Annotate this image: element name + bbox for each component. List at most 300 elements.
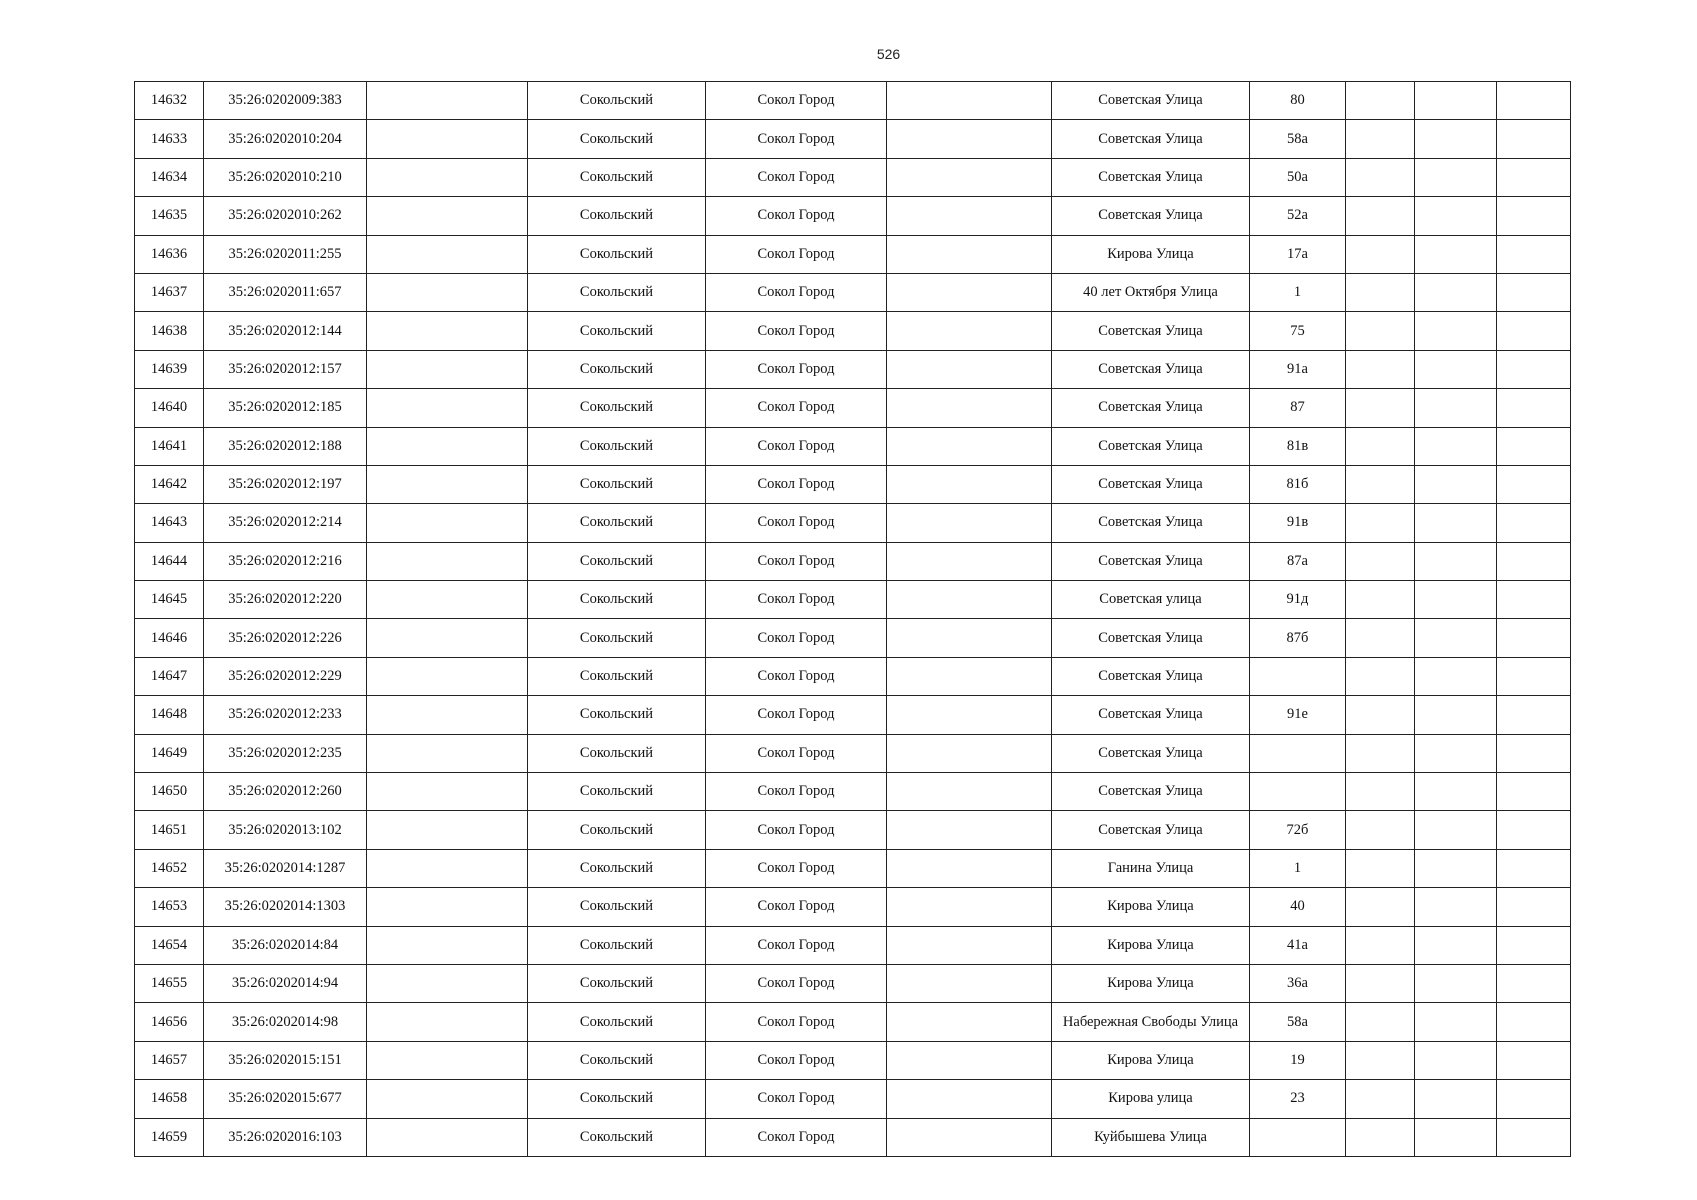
- settlement-cell: Сокол Город: [706, 542, 887, 580]
- empty-cell: [1497, 465, 1571, 503]
- district-cell: Сокольский: [528, 619, 706, 657]
- district-cell: Сокольский: [528, 849, 706, 887]
- street-cell: 40 лет Октября Улица: [1052, 273, 1250, 311]
- house-number-cell: 91а: [1250, 350, 1346, 388]
- empty-cell: [1415, 465, 1497, 503]
- settlement-cell: Сокол Город: [706, 619, 887, 657]
- row-number-cell: 14646: [135, 619, 204, 657]
- empty-cell: [367, 811, 528, 849]
- cadastral-number-cell: 35:26:0202014:94: [204, 964, 367, 1002]
- empty-cell: [1415, 696, 1497, 734]
- empty-cell: [1346, 1041, 1415, 1079]
- cadastral-number-cell: 35:26:0202012:216: [204, 542, 367, 580]
- cadastral-number-cell: 35:26:0202011:657: [204, 273, 367, 311]
- house-number-cell: 72б: [1250, 811, 1346, 849]
- street-cell: Кирова Улица: [1052, 888, 1250, 926]
- table-row: [135, 235, 1571, 273]
- empty-cell: [1415, 197, 1497, 235]
- cadastral-number-cell: 35:26:0202012:185: [204, 389, 367, 427]
- empty-cell: [367, 734, 528, 772]
- empty-cell: [1415, 389, 1497, 427]
- empty-cell: [1497, 542, 1571, 580]
- cadastral-number-cell: 35:26:0202010:262: [204, 197, 367, 235]
- street-cell: Кирова Улица: [1052, 1041, 1250, 1079]
- empty-cell: [1346, 389, 1415, 427]
- street-cell: Набережная Свободы Улица: [1052, 1003, 1250, 1041]
- settlement-cell: Сокол Город: [706, 235, 887, 273]
- table-row: [135, 619, 1571, 657]
- empty-cell: [1346, 888, 1415, 926]
- house-number-cell: 58а: [1250, 120, 1346, 158]
- empty-cell: [1497, 427, 1571, 465]
- empty-cell: [367, 696, 528, 734]
- empty-cell: [887, 581, 1052, 619]
- empty-cell: [367, 1080, 528, 1118]
- empty-cell: [1346, 1080, 1415, 1118]
- cadastral-number-cell: 35:26:0202012:260: [204, 773, 367, 811]
- empty-cell: [1497, 696, 1571, 734]
- empty-cell: [1346, 158, 1415, 196]
- empty-cell: [1497, 197, 1571, 235]
- cadastral-number-cell: 35:26:0202012:235: [204, 734, 367, 772]
- district-cell: Сокольский: [528, 350, 706, 388]
- empty-cell: [367, 389, 528, 427]
- house-number-cell: 81б: [1250, 465, 1346, 503]
- table-row: [135, 696, 1571, 734]
- empty-cell: [887, 389, 1052, 427]
- row-number-cell: 14644: [135, 542, 204, 580]
- district-cell: Сокольский: [528, 811, 706, 849]
- empty-cell: [1415, 542, 1497, 580]
- street-cell: Советская Улица: [1052, 120, 1250, 158]
- table-row: [135, 964, 1571, 1002]
- empty-cell: [1415, 619, 1497, 657]
- table-row: [135, 197, 1571, 235]
- street-cell: Советская Улица: [1052, 427, 1250, 465]
- empty-cell: [1346, 734, 1415, 772]
- empty-cell: [887, 465, 1052, 503]
- empty-cell: [367, 1041, 528, 1079]
- empty-cell: [1497, 849, 1571, 887]
- street-cell: Кирова Улица: [1052, 235, 1250, 273]
- empty-cell: [887, 120, 1052, 158]
- cadastral-number-cell: 35:26:0202015:151: [204, 1041, 367, 1079]
- house-number-cell: 19: [1250, 1041, 1346, 1079]
- row-number-cell: 14637: [135, 273, 204, 311]
- settlement-cell: Сокол Город: [706, 888, 887, 926]
- cadastral-number-cell: 35:26:0202012:157: [204, 350, 367, 388]
- empty-cell: [1497, 235, 1571, 273]
- street-cell: Советская Улица: [1052, 350, 1250, 388]
- row-number-cell: 14641: [135, 427, 204, 465]
- cadastral-number-cell: 35:26:0202010:210: [204, 158, 367, 196]
- empty-cell: [887, 657, 1052, 695]
- table-row: [135, 542, 1571, 580]
- empty-cell: [1415, 1080, 1497, 1118]
- cadastral-number-cell: 35:26:0202014:98: [204, 1003, 367, 1041]
- table-row: [135, 465, 1571, 503]
- empty-cell: [1497, 312, 1571, 350]
- empty-cell: [1415, 120, 1497, 158]
- row-number-cell: 14639: [135, 350, 204, 388]
- house-number-cell: 1: [1250, 273, 1346, 311]
- empty-cell: [367, 197, 528, 235]
- empty-cell: [367, 964, 528, 1002]
- row-number-cell: 14636: [135, 235, 204, 273]
- empty-cell: [887, 504, 1052, 542]
- empty-cell: [887, 542, 1052, 580]
- district-cell: Сокольский: [528, 82, 706, 120]
- settlement-cell: Сокол Город: [706, 1041, 887, 1079]
- empty-cell: [887, 734, 1052, 772]
- empty-cell: [1415, 581, 1497, 619]
- empty-cell: [887, 888, 1052, 926]
- settlement-cell: Сокол Город: [706, 773, 887, 811]
- settlement-cell: Сокол Город: [706, 1080, 887, 1118]
- house-number-cell: 81в: [1250, 427, 1346, 465]
- table-row: [135, 773, 1571, 811]
- cadastral-number-cell: 35:26:0202012:229: [204, 657, 367, 695]
- street-cell: Советская Улица: [1052, 657, 1250, 695]
- empty-cell: [887, 350, 1052, 388]
- table-row: [135, 504, 1571, 542]
- cadastral-number-cell: 35:26:0202011:255: [204, 235, 367, 273]
- district-cell: Сокольский: [528, 773, 706, 811]
- house-number-cell: 52а: [1250, 197, 1346, 235]
- house-number-cell: 50а: [1250, 158, 1346, 196]
- table-row: [135, 1118, 1571, 1156]
- empty-cell: [367, 504, 528, 542]
- empty-cell: [1415, 849, 1497, 887]
- empty-cell: [1415, 350, 1497, 388]
- empty-cell: [1346, 197, 1415, 235]
- table-row: [135, 158, 1571, 196]
- empty-cell: [1497, 773, 1571, 811]
- empty-cell: [1346, 427, 1415, 465]
- district-cell: Сокольский: [528, 120, 706, 158]
- cadastral-number-cell: 35:26:0202016:103: [204, 1118, 367, 1156]
- district-cell: Сокольский: [528, 158, 706, 196]
- row-number-cell: 14656: [135, 1003, 204, 1041]
- settlement-cell: Сокол Город: [706, 504, 887, 542]
- settlement-cell: Сокол Город: [706, 926, 887, 964]
- empty-cell: [1497, 389, 1571, 427]
- settlement-cell: Сокол Город: [706, 1003, 887, 1041]
- house-number-cell: 80: [1250, 82, 1346, 120]
- house-number-cell: 40: [1250, 888, 1346, 926]
- empty-cell: [1415, 773, 1497, 811]
- empty-cell: [1415, 312, 1497, 350]
- cadastral-number-cell: 35:26:0202009:383: [204, 82, 367, 120]
- settlement-cell: Сокол Город: [706, 158, 887, 196]
- street-cell: Советская Улица: [1052, 542, 1250, 580]
- empty-cell: [367, 849, 528, 887]
- row-number-cell: 14634: [135, 158, 204, 196]
- district-cell: Сокольский: [528, 273, 706, 311]
- house-number-cell: 91е: [1250, 696, 1346, 734]
- house-number-cell: [1250, 734, 1346, 772]
- row-number-cell: 14654: [135, 926, 204, 964]
- street-cell: Советская Улица: [1052, 82, 1250, 120]
- street-cell: Советская Улица: [1052, 504, 1250, 542]
- empty-cell: [1415, 427, 1497, 465]
- settlement-cell: Сокол Город: [706, 581, 887, 619]
- empty-cell: [1415, 82, 1497, 120]
- settlement-cell: Сокол Город: [706, 657, 887, 695]
- empty-cell: [1497, 964, 1571, 1002]
- street-cell: Советская Улица: [1052, 734, 1250, 772]
- district-cell: Сокольский: [528, 312, 706, 350]
- empty-cell: [1346, 312, 1415, 350]
- street-cell: Советская Улица: [1052, 197, 1250, 235]
- row-number-cell: 14633: [135, 120, 204, 158]
- row-number-cell: 14653: [135, 888, 204, 926]
- empty-cell: [1346, 82, 1415, 120]
- house-number-cell: 75: [1250, 312, 1346, 350]
- settlement-cell: Сокол Город: [706, 696, 887, 734]
- empty-cell: [1497, 888, 1571, 926]
- table-row: [135, 811, 1571, 849]
- row-number-cell: 14642: [135, 465, 204, 503]
- settlement-cell: Сокол Город: [706, 312, 887, 350]
- empty-cell: [1346, 273, 1415, 311]
- empty-cell: [887, 811, 1052, 849]
- settlement-cell: Сокол Город: [706, 465, 887, 503]
- house-number-cell: 87а: [1250, 542, 1346, 580]
- empty-cell: [1497, 657, 1571, 695]
- table-row: [135, 312, 1571, 350]
- empty-cell: [1415, 657, 1497, 695]
- cadastral-number-cell: 35:26:0202012:226: [204, 619, 367, 657]
- empty-cell: [367, 581, 528, 619]
- table-row: [135, 926, 1571, 964]
- empty-cell: [1497, 1080, 1571, 1118]
- row-number-cell: 14649: [135, 734, 204, 772]
- empty-cell: [1346, 619, 1415, 657]
- empty-cell: [367, 273, 528, 311]
- settlement-cell: Сокол Город: [706, 389, 887, 427]
- registry-table: [134, 81, 1571, 1157]
- table-row: [135, 427, 1571, 465]
- street-cell: Кирова Улица: [1052, 964, 1250, 1002]
- empty-cell: [1497, 158, 1571, 196]
- row-number-cell: 14635: [135, 197, 204, 235]
- empty-cell: [887, 1003, 1052, 1041]
- empty-cell: [1497, 619, 1571, 657]
- empty-cell: [887, 235, 1052, 273]
- district-cell: Сокольский: [528, 389, 706, 427]
- table-row: [135, 734, 1571, 772]
- cadastral-number-cell: 35:26:0202014:1287: [204, 849, 367, 887]
- empty-cell: [1497, 82, 1571, 120]
- row-number-cell: 14655: [135, 964, 204, 1002]
- empty-cell: [887, 82, 1052, 120]
- table-row: [135, 888, 1571, 926]
- street-cell: Советская улица: [1052, 581, 1250, 619]
- house-number-cell: 87: [1250, 389, 1346, 427]
- cadastral-number-cell: 35:26:0202012:197: [204, 465, 367, 503]
- empty-cell: [1415, 811, 1497, 849]
- empty-cell: [1415, 1041, 1497, 1079]
- empty-cell: [1346, 465, 1415, 503]
- district-cell: Сокольский: [528, 465, 706, 503]
- row-number-cell: 14645: [135, 581, 204, 619]
- house-number-cell: 17а: [1250, 235, 1346, 273]
- table-row: [135, 1003, 1571, 1041]
- settlement-cell: Сокол Город: [706, 120, 887, 158]
- empty-cell: [1346, 1118, 1415, 1156]
- settlement-cell: Сокол Город: [706, 964, 887, 1002]
- district-cell: Сокольский: [528, 964, 706, 1002]
- empty-cell: [887, 696, 1052, 734]
- district-cell: Сокольский: [528, 657, 706, 695]
- empty-cell: [367, 158, 528, 196]
- empty-cell: [1346, 542, 1415, 580]
- empty-cell: [367, 312, 528, 350]
- settlement-cell: Сокол Город: [706, 197, 887, 235]
- row-number-cell: 14632: [135, 82, 204, 120]
- settlement-cell: Сокол Город: [706, 811, 887, 849]
- empty-cell: [367, 888, 528, 926]
- row-number-cell: 14643: [135, 504, 204, 542]
- empty-cell: [1497, 1003, 1571, 1041]
- empty-cell: [1497, 1041, 1571, 1079]
- table-row: [135, 849, 1571, 887]
- row-number-cell: 14647: [135, 657, 204, 695]
- empty-cell: [1346, 504, 1415, 542]
- house-number-cell: 23: [1250, 1080, 1346, 1118]
- street-cell: Советская Улица: [1052, 811, 1250, 849]
- empty-cell: [1415, 273, 1497, 311]
- empty-cell: [887, 849, 1052, 887]
- empty-cell: [1497, 273, 1571, 311]
- table-row: [135, 350, 1571, 388]
- empty-cell: [887, 926, 1052, 964]
- empty-cell: [1346, 581, 1415, 619]
- empty-cell: [367, 235, 528, 273]
- house-number-cell: [1250, 773, 1346, 811]
- empty-cell: [1346, 1003, 1415, 1041]
- settlement-cell: Сокол Город: [706, 427, 887, 465]
- row-number-cell: 14657: [135, 1041, 204, 1079]
- street-cell: Советская Улица: [1052, 312, 1250, 350]
- empty-cell: [1346, 811, 1415, 849]
- empty-cell: [1497, 926, 1571, 964]
- empty-cell: [1415, 1118, 1497, 1156]
- empty-cell: [887, 273, 1052, 311]
- district-cell: Сокольский: [528, 888, 706, 926]
- empty-cell: [1415, 1003, 1497, 1041]
- empty-cell: [1497, 811, 1571, 849]
- district-cell: Сокольский: [528, 581, 706, 619]
- row-number-cell: 14652: [135, 849, 204, 887]
- street-cell: Советская Улица: [1052, 465, 1250, 503]
- empty-cell: [367, 773, 528, 811]
- empty-cell: [887, 312, 1052, 350]
- settlement-cell: Сокол Город: [706, 350, 887, 388]
- cadastral-number-cell: 35:26:0202012:214: [204, 504, 367, 542]
- street-cell: Советская Улица: [1052, 158, 1250, 196]
- district-cell: Сокольский: [528, 734, 706, 772]
- street-cell: Советская Улица: [1052, 619, 1250, 657]
- district-cell: Сокольский: [528, 696, 706, 734]
- cadastral-number-cell: 35:26:0202010:204: [204, 120, 367, 158]
- row-number-cell: 14648: [135, 696, 204, 734]
- district-cell: Сокольский: [528, 427, 706, 465]
- street-cell: Кирова Улица: [1052, 926, 1250, 964]
- table-row: [135, 1080, 1571, 1118]
- district-cell: Сокольский: [528, 504, 706, 542]
- district-cell: Сокольский: [528, 1118, 706, 1156]
- table-row: [135, 581, 1571, 619]
- empty-cell: [1346, 926, 1415, 964]
- empty-cell: [367, 1003, 528, 1041]
- house-number-cell: 58а: [1250, 1003, 1346, 1041]
- empty-cell: [367, 120, 528, 158]
- row-number-cell: 14638: [135, 312, 204, 350]
- empty-cell: [367, 465, 528, 503]
- house-number-cell: 41а: [1250, 926, 1346, 964]
- empty-cell: [1346, 964, 1415, 1002]
- empty-cell: [367, 350, 528, 388]
- cadastral-number-cell: 35:26:0202012:144: [204, 312, 367, 350]
- empty-cell: [887, 773, 1052, 811]
- empty-cell: [887, 427, 1052, 465]
- table-row: [135, 120, 1571, 158]
- street-cell: Советская Улица: [1052, 773, 1250, 811]
- empty-cell: [1346, 235, 1415, 273]
- registry-table-body: [135, 82, 1571, 1157]
- empty-cell: [1415, 734, 1497, 772]
- table-row: [135, 389, 1571, 427]
- cadastral-number-cell: 35:26:0202012:188: [204, 427, 367, 465]
- district-cell: Сокольский: [528, 197, 706, 235]
- district-cell: Сокольский: [528, 235, 706, 273]
- empty-cell: [887, 158, 1052, 196]
- district-cell: Сокольский: [528, 926, 706, 964]
- street-cell: Советская Улица: [1052, 389, 1250, 427]
- cadastral-number-cell: 35:26:0202014:1303: [204, 888, 367, 926]
- district-cell: Сокольский: [528, 1003, 706, 1041]
- empty-cell: [367, 82, 528, 120]
- empty-cell: [887, 1118, 1052, 1156]
- empty-cell: [1415, 235, 1497, 273]
- cadastral-number-cell: 35:26:0202012:233: [204, 696, 367, 734]
- street-cell: Ганина Улица: [1052, 849, 1250, 887]
- empty-cell: [1415, 158, 1497, 196]
- house-number-cell: 1: [1250, 849, 1346, 887]
- row-number-cell: 14650: [135, 773, 204, 811]
- row-number-cell: 14640: [135, 389, 204, 427]
- street-cell: Кирова улица: [1052, 1080, 1250, 1118]
- table-row: [135, 1041, 1571, 1079]
- house-number-cell: 87б: [1250, 619, 1346, 657]
- district-cell: Сокольский: [528, 542, 706, 580]
- empty-cell: [1346, 657, 1415, 695]
- empty-cell: [367, 619, 528, 657]
- empty-cell: [1346, 120, 1415, 158]
- empty-cell: [1497, 120, 1571, 158]
- settlement-cell: Сокол Город: [706, 82, 887, 120]
- street-cell: Советская Улица: [1052, 696, 1250, 734]
- district-cell: Сокольский: [528, 1080, 706, 1118]
- table-row: [135, 82, 1571, 120]
- row-number-cell: 14658: [135, 1080, 204, 1118]
- cadastral-number-cell: 35:26:0202012:220: [204, 581, 367, 619]
- settlement-cell: Сокол Город: [706, 273, 887, 311]
- empty-cell: [1415, 504, 1497, 542]
- cadastral-number-cell: 35:26:0202013:102: [204, 811, 367, 849]
